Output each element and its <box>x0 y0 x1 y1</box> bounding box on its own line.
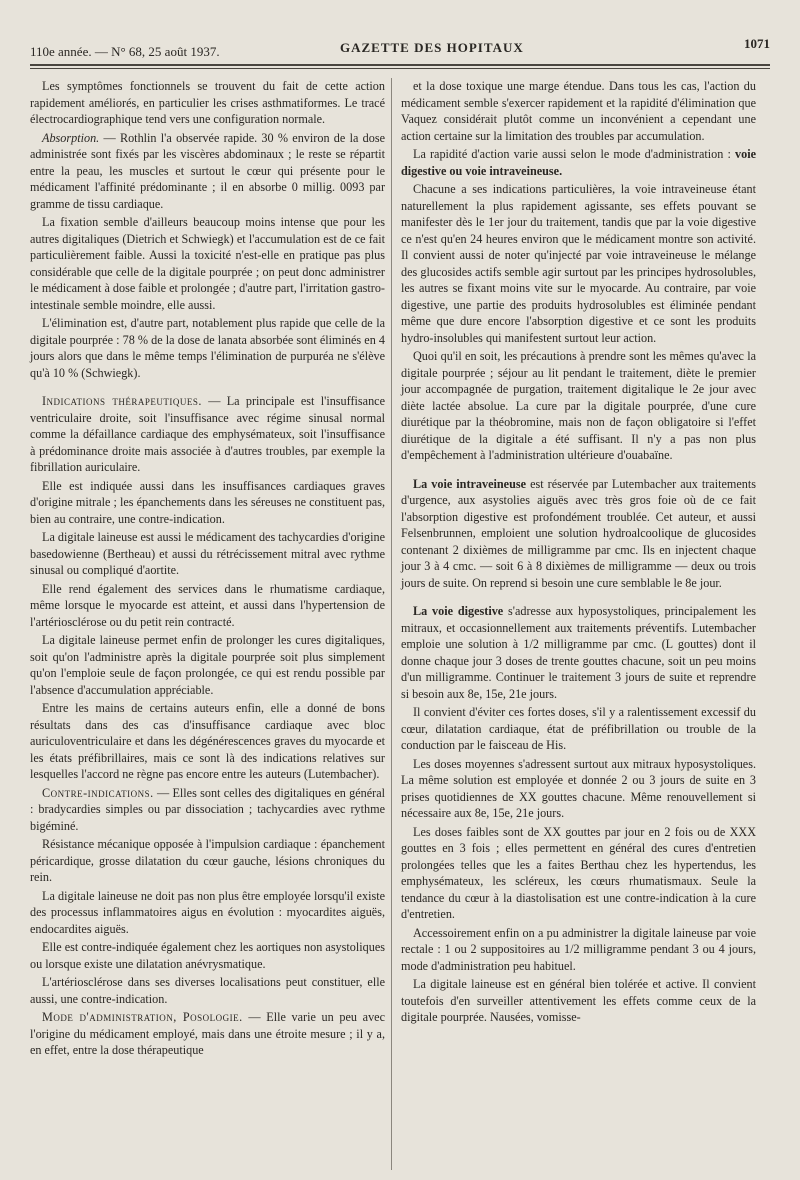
paragraph: Elle rend également des services dans le rhumatisme cardiaque, même lorsque le myocarde est atteint, et aussi dans l'hypertension de l'artériosclérose ou du petit rein contracté. <box>30 581 385 629</box>
mode-heading: Mode d'administration, Posologie. <box>42 1010 243 1024</box>
indications-heading: Indications thérapeutiques. <box>42 394 202 408</box>
paragraph: Il convient d'éviter ces fortes doses, s'il y a ralentissement excessif du cœur, dilatation cardiaque, état de préfibrillation ou trouble de la conduction par le faisceau de His. <box>401 705 756 752</box>
header-issue: 110e année. — N° 68, 25 août 1937. <box>30 44 220 59</box>
paragraph-contre-indications <box>30 785 385 835</box>
paragraph: La fixation semble d'ailleurs beaucoup moins intense que pour les autres digitaliques (Dietrich et Schwiegk) et l'accumulation est de ce fait particulièrement faible. Aussi la toxicité n'est-elle en pratique pas plus considérable que celle de la digitale pourprée ; on peut donc administrer le médicament à dose faible et prolongée ; d'autre part, l'irritation gastro-intestinale semble moindre, elle aussi. <box>30 215 385 312</box>
mode-admin-bold: voie digestive ou voie intraveineuse. <box>401 147 756 178</box>
mode-admin-text: La rapidité d'action varie aussi selon le mode d'administration : <box>413 147 736 161</box>
paragraph: La digitale laineuse est en général bien tolérée et active. Il convient toutefois d'en surveiller attentivement les effets comme ceux de la digitale pourprée. Nausées, vomisse- <box>401 977 756 1024</box>
paragraph: Quoi qu'il en soit, les précautions à prendre sont les mêmes qu'avec la digitale pourprée ; séjour au lit pendant le traitement, diète le premier jour accompagnée de purgation, traitement digitalique le 2e jour avec diète lactée absolue. La cure par la digitale pourprée, d'une cure diurétique par la théobromine, mais non de façon obligatoire si l'effet diurétique de la digitale a été suffisant. Il n'y a pas non plus d'empêchement à l'administration ultérieure d'ouabaïne. <box>401 349 756 462</box>
page-number: 1071 <box>744 36 770 51</box>
paragraph: Les symptômes fonctionnels se trouvent du fait de cette action rapidement améliorés, en particulier les crises asthmatiformes. Le tracé électrocardiographique tend vers une configuration normale. <box>30 79 385 126</box>
absorption-text: — Rothlin l'a observée rapide. 30 % environ de la dose administrée sont fixés par les viscères abdominaux ; le reste se répartit entre la peau, les muscles et surtout le cœur qui présente pour le médicament l'affinité prédominante ; il en absorbe 0 millig. 0093 par gramme de tissu cardiaque. <box>30 130 385 211</box>
paragraph: L'artériosclérose dans ses diverses localisations peut constituer, elle aussi, une contre-indication. <box>30 975 385 1006</box>
right-column <box>401 78 756 1028</box>
paragraph: Entre les mains de certains auteurs enfin, elle a donné de bons résultats dans des cas d'insuffisance cardiaque avec bloc auriculoventriculaire et dans les dégénérescences graves du myocarde et les états préfibrillaires, mais ce sont là des indications relatives sur lesquelles l'accord ne règne pas encore entre les auteurs (Lutembacher). <box>30 701 385 781</box>
paragraph-indications <box>30 393 385 476</box>
intraveineuse-text: est réservée par Lutembacher aux traitements d'urgence, aux asystolies aiguës avec très gros foie où de ce fait l'absorption digestive est profondément troublée. Cet auteur, et aussi Felsenbrunnen, emploient une solution hydroalcoolique de glucosides contenant 2 dixièmes de milligramme par cmc. Ils en injectent chaque jour 3 à 4 cmc. — soit 6 à 8 dixièmes de milligramme — deux ou trois jours de suite. On reprend si besoin une cure semblable le 8e jour. <box>401 476 756 590</box>
paragraph: Accessoirement enfin on a pu administrer la digitale laineuse par voie rectale : 1 ou 2 suppositoires au 1/2 milligramme pendant 3 ou 4 jours, mode d'administration peu habituel. <box>401 925 756 973</box>
paragraph: Résistance mécanique opposée à l'impulsion cardiaque : épanchement péricardique, grosse dilatation du cœur gauche, lésions chroniques du rein. <box>30 837 385 884</box>
paragraph: La digitale laineuse permet enfin de prolonger les cures digitaliques, soit qu'on l'administre après la digitale pourprée soit plus simplement qu'on l'emploie seule de façon prolongée, ce qui est rendu possible par l'absence d'accumulation appréciable. <box>30 633 385 697</box>
absorption-heading: Absorption. <box>42 130 100 145</box>
header-rule <box>30 64 770 66</box>
digestive-text: s'adresse aux hyposystoliques, principalement les mitraux, et occasionnellement aux traitements préventifs. Lutembacher emploie une solution à 1/2 milligramme par cmc. (L gouttes) dont il donne chaque jour 3 doses de trente gouttes chacune, soit un peu moins d'un milligramme. Continuer le traitement 3 jours de suite et reprendre si besoin aux 8e, 15e, 21e jours. <box>401 604 756 701</box>
intraveineuse-heading: La voie intraveineuse <box>413 476 527 491</box>
header-rule-thin <box>30 68 770 69</box>
digestive-heading: La voie digestive <box>413 604 504 618</box>
paragraph-intraveineuse <box>401 476 756 592</box>
paragraph: La digitale laineuse est aussi le médicament des tachycardies d'origine basedowienne (Bertheau) et aussi du rétrécissement mitral avec rythme sinusal ou compliqué d'aortite. <box>30 530 385 577</box>
left-column <box>30 78 385 1061</box>
paragraph: Les doses faibles sont de XX gouttes par jour en 2 fois ou de XXX gouttes en 3 fois ; elles permettent en général des cures d'entretien prolongées telles que les a faites Berthau chez les hypertendus, les emphysémateux, les scléreux, les cœurs rhumatismaux. Seule la tendance du cœur à la diastolisation est une contre-indication à la cure d'entretien. <box>401 824 756 921</box>
contre-indications-text: — Elles sont celles des digitaliques en général : bradycardies simples ou par dissociation ; tachycardies avec rythme bigéminé. <box>30 785 385 833</box>
paragraph: et la dose toxique une marge étendue. Dans tous les cas, l'action du médicament semble s'exercer rapidement et la rapidité d'élimination que Vaquez considérait plutôt comme un inconvénient a cependant une action certaine sur la limitation des troubles par accumulation. <box>401 79 756 143</box>
running-header <box>30 36 770 64</box>
contre-indications-heading: Contre-indications. <box>42 785 154 800</box>
paragraph-mode <box>30 1009 385 1059</box>
paragraph-absorption <box>30 130 385 213</box>
paragraph-mode-admin <box>401 146 756 179</box>
paragraph: Les doses moyennes s'adressent surtout aux mitraux hyposystoliques. La même solution est employée et donnée 2 ou 3 jours de suite en 3 prises quotidiennes de XX gouttes chacune. Même renouvellement si nécessaire aux 8e, 15e, 21e jours. <box>401 756 756 820</box>
mode-text: — Elle varie un peu avec l'origine du médicament employé, mais dans une étroite mesure ; il y a, en effet, entre la dose thérapeutique <box>30 1010 385 1057</box>
paragraph: L'élimination est, d'autre part, notablement plus rapide que celle de la digitale pourprée : 78 % de la dose de lanata absorbée sont éliminés en 4 jours alors que dans le même temps l'élimination de purpuréa ne s'élève qu'à 10 % (Schwiegk). <box>30 316 385 380</box>
paragraph: Elle est indiquée aussi dans les insuffisances cardiaques graves d'origine mitrale ; les épanchements dans les séreuses ne constituent pas, bien au contraire, une contre-indication. <box>30 478 385 526</box>
column-divider <box>391 78 392 1170</box>
paragraph: La digitale laineuse ne doit pas non plus être employée lorsqu'il existe des processus inflammatoires aigus en évolution : myocardites aiguës, endocardites aiguës. <box>30 888 385 936</box>
indications-text: — La principale est l'insuffisance ventriculaire droite, soit l'insuffisance avec régime sinusal normal comme la défaillance cardiaque des emphysémateux, soit l'insuffisance à prédominance droite mais associée à d'autres troubles, par exemple la fibrillation auriculaire. <box>30 394 385 474</box>
paragraph: Elle est contre-indiquée également chez les aortiques non asystoliques ou lorsque existe une dilatation anévrysmatique. <box>30 940 385 971</box>
header-journal-title: GAZETTE DES HOPITAUX <box>340 40 524 55</box>
paragraph: Chacune a ses indications particulières, la voie intraveineuse étant naturellement la plus rapidement agissante, ses effets pouvant se manifester dès le 1er jour du traitement, tandis que par la voie digestive ce n'est qu'en 24 heures environ que le médicament montre son activité. Il convient aussi de noter qu'injecté par voie intraveineuse le mélange des glucosides actifs semble agir surtout par les principes hydrosolubles, les autres se fixant moins vite sur le myocarde. Au contraire, par voie digestive, une partie des produits hydrosolubles est éliminée pendant même que dure encore l'absorption digestive et ce sont les produits hydro-insolubles qui manifestent surtout leur action. <box>401 182 756 345</box>
paragraph-digestive <box>401 603 756 702</box>
